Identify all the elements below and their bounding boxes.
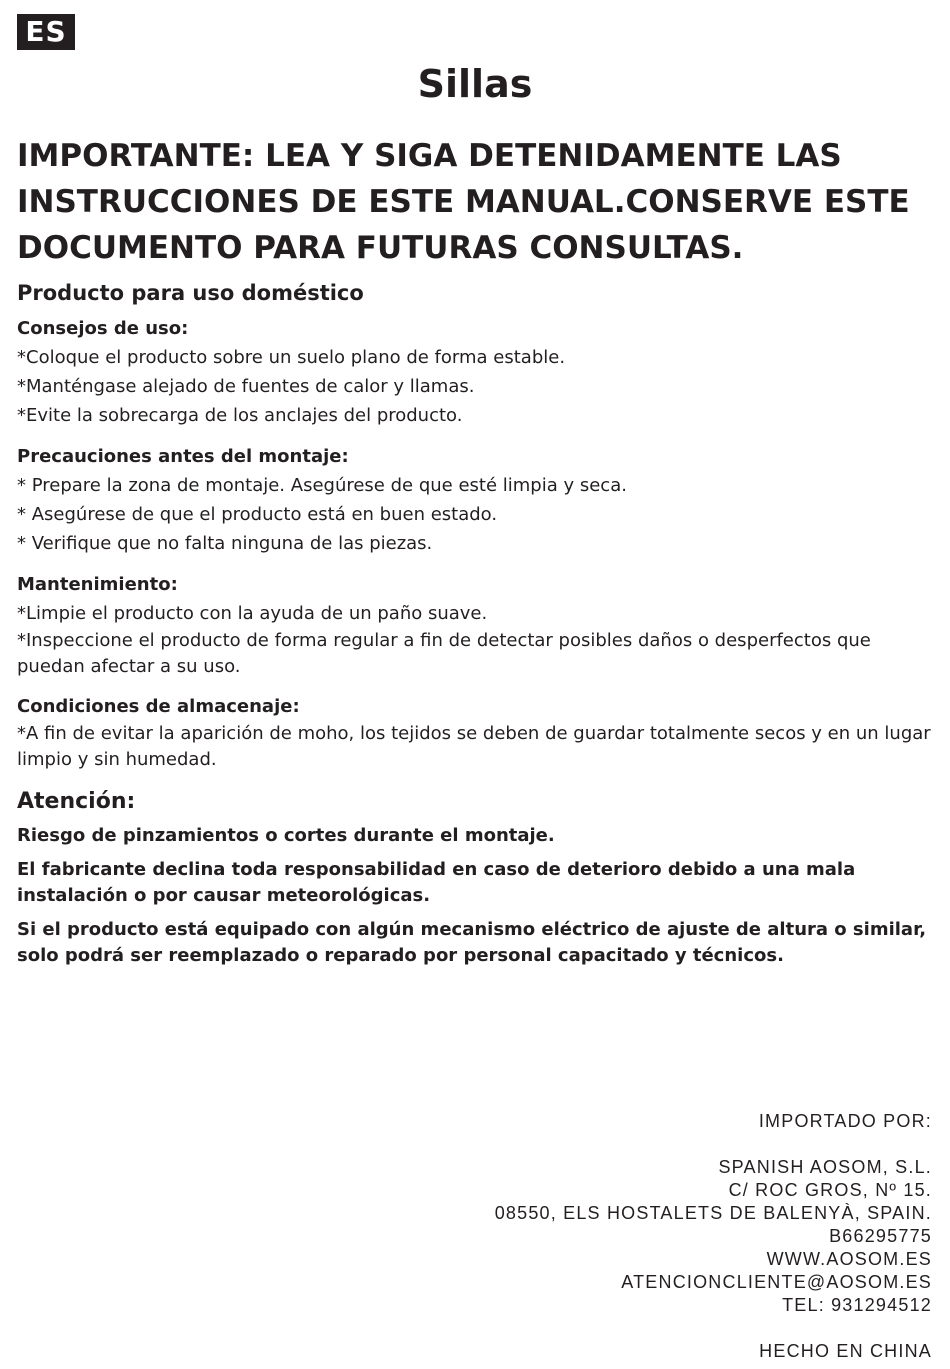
warning-line: DOCUMENTO PARA FUTURAS CONSULTAS. (17, 230, 744, 266)
attention-block (17, 785, 937, 969)
attention-title: Atención: (17, 789, 136, 814)
instruction-line: * Prepare la zona de montaje. Asegúrese de que esté limpia y seca. (17, 475, 627, 496)
importer-city: 08550, ELS HOSTALETS DE BALENYÀ, SPAIN. (494, 1203, 932, 1223)
section-usage-tips (17, 314, 937, 430)
instruction-line: *A fin de evitar la aparición de moho, los tejidos se deben de guardar totalmente secos y en un lugar limpio y sin humedad. (17, 723, 931, 770)
instruction-line: * Verifique que no falta ninguna de las piezas. (17, 533, 433, 554)
attention-paragraph: Riesgo de pinzamientos o cortes durante el montaje. (17, 825, 555, 846)
instruction-line: * Asegúrese de que el producto está en buen estado. (17, 504, 498, 525)
page-title: Sillas (417, 62, 533, 106)
use-type: Producto para uso doméstico (17, 281, 364, 305)
warning-line: INSTRUCCIONES DE ESTE MANUAL.CONSERVE ESTE (17, 184, 910, 220)
importer-label: IMPORTADO POR: (758, 1111, 932, 1131)
important-warning (17, 133, 942, 271)
country-of-origin: HECHO EN CHINA (759, 1341, 932, 1361)
section-storage (17, 692, 937, 773)
importer-phone: TEL: 931294512 (782, 1295, 932, 1315)
instruction-line: *Limpie el producto con la ayuda de un paño suave. (17, 603, 488, 624)
instruction-line: *Manténgase alejado de fuentes de calor y llamas. (17, 376, 475, 397)
section-title: Condiciones de almacenaje: (17, 696, 300, 717)
section-title: Precauciones antes del montaje: (17, 446, 349, 467)
section-maintenance (17, 570, 937, 680)
importer-company: SPANISH AOSOM, S.L. (718, 1157, 932, 1177)
instruction-line: *Inspeccione el producto de forma regular a fin de detectar posibles daños o desperfectos que puedan afectar a su uso. (17, 630, 871, 677)
instruction-line: *Coloque el producto sobre un suelo plano de forma estable. (17, 347, 566, 368)
attention-paragraph: Si el producto está equipado con algún mecanismo eléctrico de ajuste de altura o similar, solo podrá ser reemplazado o reparado por personal capacitado y técnicos. (17, 919, 927, 966)
section-title: Consejos de uso: (17, 318, 189, 339)
instruction-line: *Evite la sobrecarga de los anclajes del producto. (17, 405, 463, 426)
warning-line: IMPORTANTE: LEA Y SIGA DETENIDAMENTE LAS (17, 138, 842, 174)
importer-info (332, 1110, 932, 1363)
attention-paragraph: El fabricante declina toda responsabilidad en caso de deterioro debido a una mala instalación o por causar meteorológicas. (17, 859, 856, 906)
importer-website: WWW.AOSOM.ES (766, 1249, 932, 1269)
section-title: Mantenimiento: (17, 574, 178, 595)
language-badge: ES (17, 14, 75, 50)
instructions-body (17, 276, 937, 977)
importer-email: ATENCIONCLIENTE@AOSOM.ES (621, 1272, 932, 1292)
importer-tax-id: B66295775 (829, 1226, 932, 1246)
section-assembly-precautions (17, 442, 937, 558)
importer-street: C/ ROC GROS, Nº 15. (728, 1180, 932, 1200)
